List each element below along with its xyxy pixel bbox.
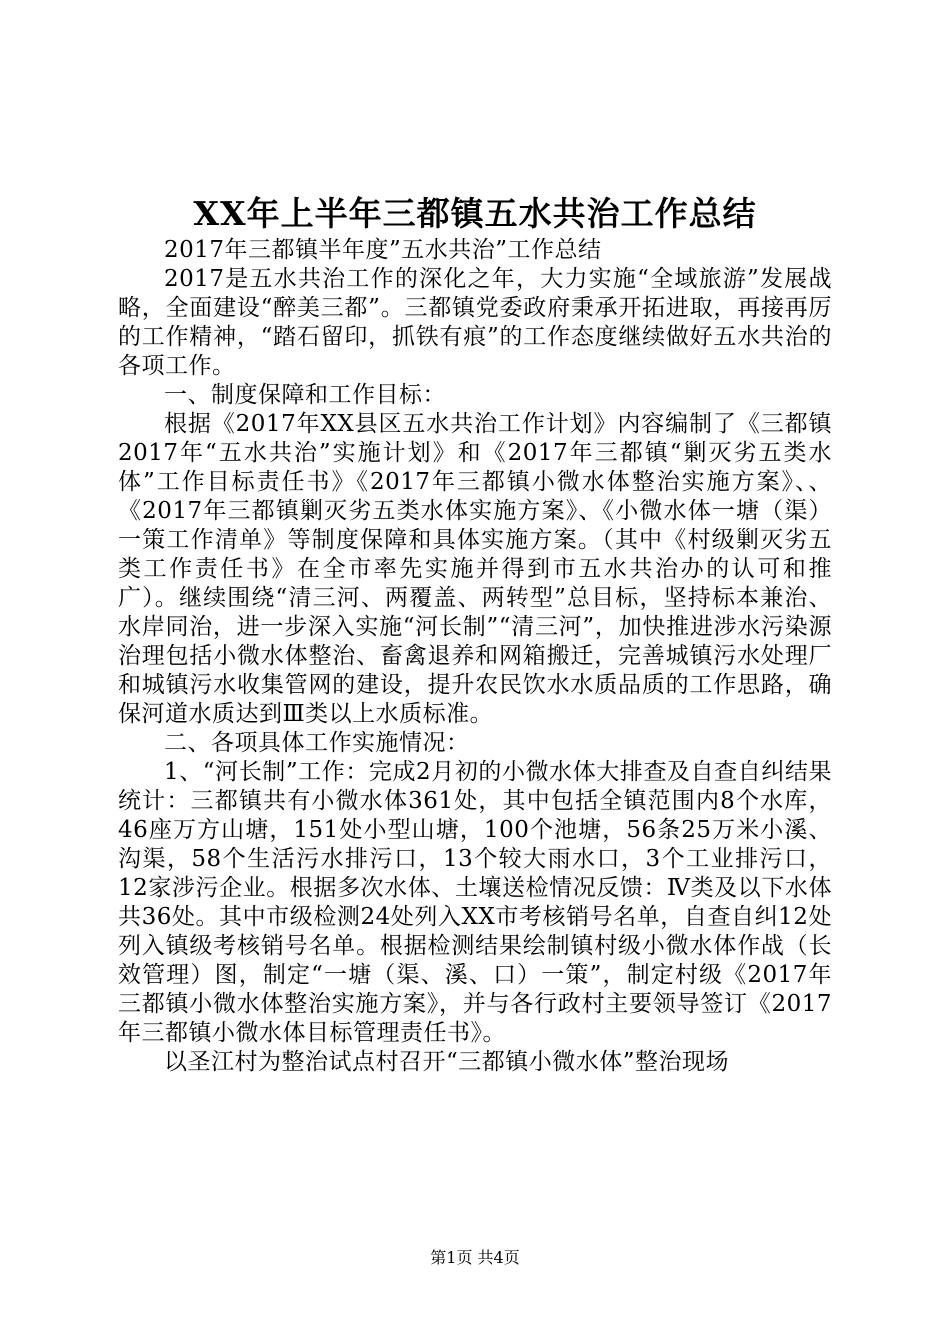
document-title: XX年上半年三都镇五水共治工作总结 [193, 194, 757, 233]
paragraph-section-1: 根据《2017年XX县区五水共治工作计划》内容编制了《三都镇2017年“五水共治”实施计划》和《2017年三都镇“剿灭劣五类水体”工作目标责任书》《2017年三都镇小微水体整治实施方案》、、《2017年三都镇剿灭劣五类水体实施方案》、《小微水体一塘（渠）一策工作清单》等制度保障和具体实施方案。（其中《村级剿灭劣五类工作责任书》在全市率先实施并得到市五水共治办的认可和推广）。继续围绕“清三河、两覆盖、两转型”总目标，坚持标本兼治、水岸同治，进一步深入实施“河长制”“清三河”，加快推进涉水污染源治理包括小微水体整治、畜禽退养和网箱搬迁，完善城镇污水处理厂和城镇污水收集管网的建设，提升农民饮水水质品质的工作思路，确保河道水质达到Ⅲ类以上水质标准。 [118, 411, 832, 727]
paragraph-pilot-village: 以圣江村为整治试点村召开“三都镇小微水体”整治现场 [164, 1049, 730, 1075]
section-heading-1: 一、制度保障和工作目标： [164, 382, 446, 408]
document-body [118, 236, 832, 1077]
paragraph-intro: 2017是五水共治工作的深化之年，大力实施“全域旅游”发展战略，全面建设“醉美三都”。三都镇党委政府秉承开拓进取，再接再厉的工作精神，“踏石留印，抓铁有痕”的工作态度继续做好五水共治的各项工作。 [118, 266, 832, 379]
paragraph-river-chief: 1、“河长制”工作：完成2月初的小微水体大排查及自查自纠结果统计：三都镇共有小微水体361处，其中包括全镇范围内8个水库，46座万方山塘，151处小型山塘，100个池塘，56条25万米小溪、沟渠，58个生活污水排污口，13个较大雨水口，3个工业排污口，12家涉污企业。根据多次水体、土壤送检情况反馈：Ⅳ类及以下水体共36处。其中市级检测24处列入XX市考核销号名单，自查自纠12处列入镇级考核销号名单。根据检测结果绘制镇村级小微水体作战（长效管理）图，制定“一塘（渠、溪、口）一策”，制定村级《2017年三都镇小微水体整治实施方案》，并与各行政村主要领导签订《2017年三都镇小微水体目标管理责任书》。 [118, 759, 832, 1046]
section-heading-2: 二、各项具体工作实施情况： [164, 730, 470, 756]
page-footer: 第1页 共4页 [430, 1248, 520, 1267]
paragraph-subtitle: 2017年三都镇半年度”五水共治”工作总结 [164, 237, 602, 263]
